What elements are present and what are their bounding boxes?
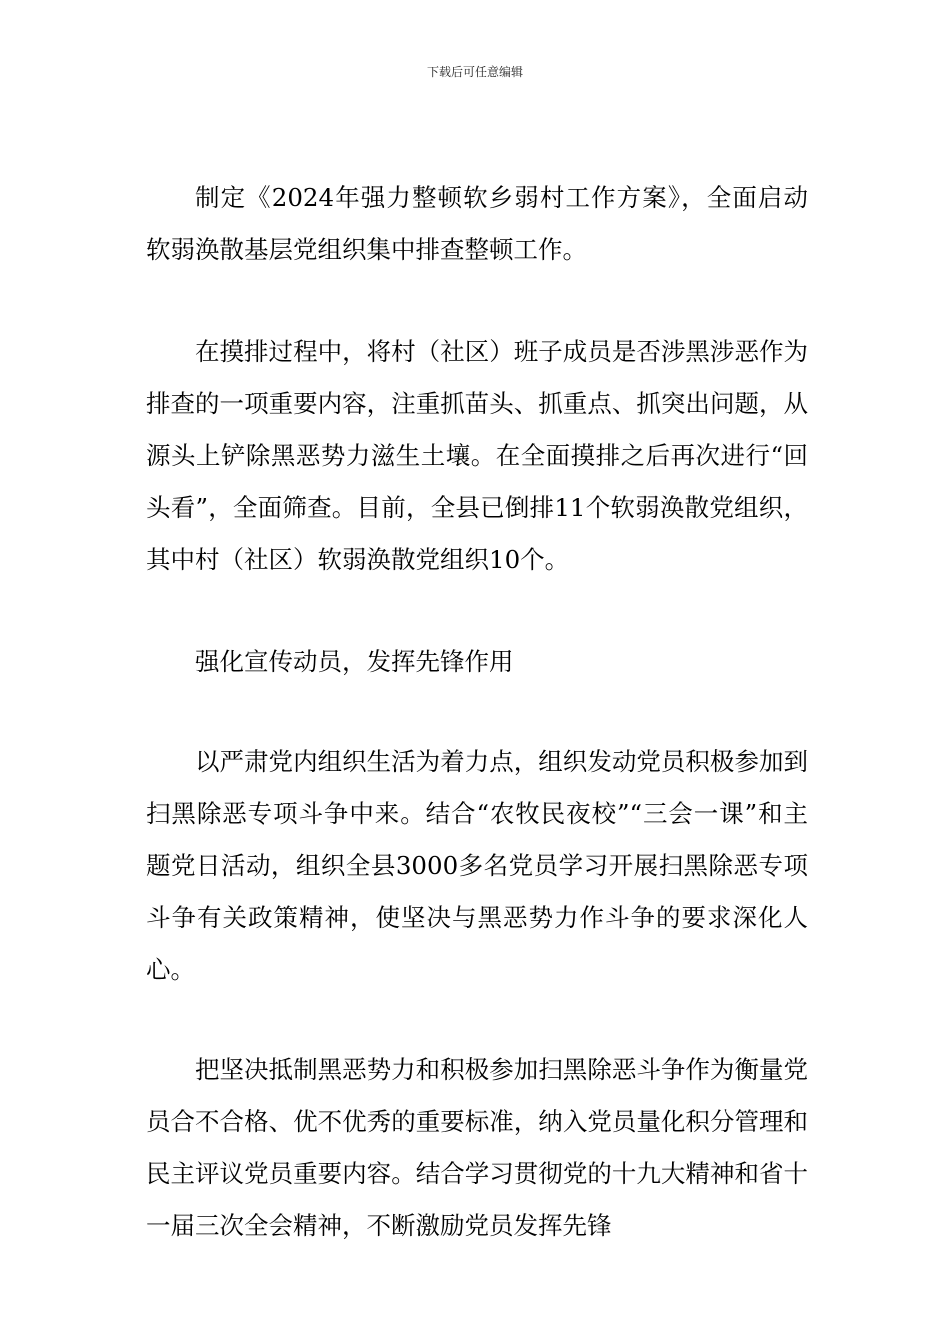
paragraph-1: 制定《2024年强力整顿软乡弱村工作方案》，全面启动软弱涣散基层党组织集中排查整顿工作。 [146, 183, 808, 264]
paragraph-2: 在摸排过程中，将村（社区）班子成员是否涉黑涉恶作为排查的一项重要内容，注重抓苗头、抓重点、抓突出问题，从源头上铲除黑恶势力滋生土壤。在全面摸排之后再次进行“回头看”，全面筛查。目前，全县已倒排11个软弱涣散党组织，其中村（社区）软弱涣散党组织10个。 [146, 337, 808, 574]
section-heading: 强化宣传动员，发挥先锋作用 [195, 647, 514, 676]
paragraph-gap [146, 688, 808, 736]
paragraph-3: 以严肃党内组织生活为着力点，组织发动党员积极参加到扫黑除恶专项斗争中来。结合“农牧民夜校”“三会一课”和主题党日活动，组织全县3000多名党员学习开展扫黑除恶专项斗争有关政策精神，使坚决与黑恶势力作斗争的要求深化人心。 [146, 747, 808, 984]
paragraph-gap [146, 276, 808, 326]
header-note: 下载后可任意编辑 [426, 65, 523, 79]
paragraph-4: 把坚决抵制黑恶势力和积极参加扫黑除恶斗争作为衡量党员合不合格、优不优秀的重要标准，纳入党员量化积分管理和民主评议党员重要内容。结合学习贯彻党的十九大精神和省十一届三次全会精神，不断激励党员发挥先锋 [146, 1055, 808, 1240]
document-body [146, 172, 808, 1252]
paragraph-gap [146, 996, 808, 1044]
paragraph-gap [146, 586, 808, 636]
